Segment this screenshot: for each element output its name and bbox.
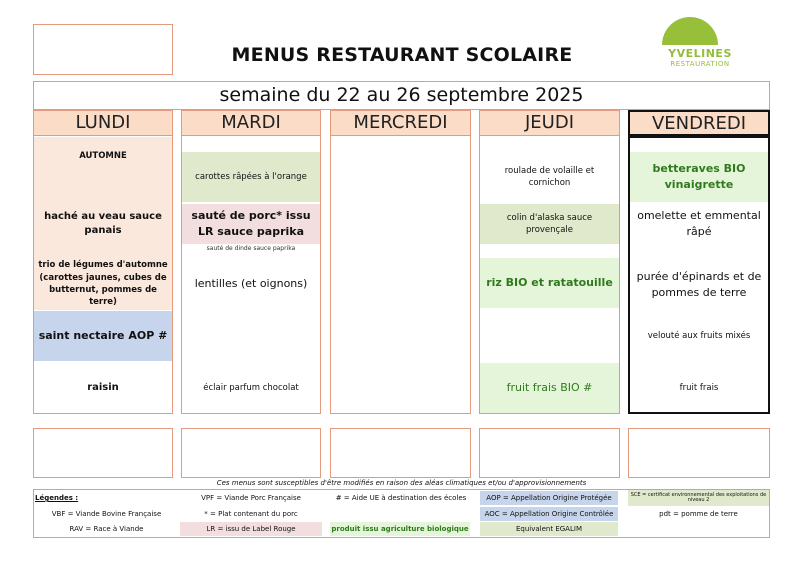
legend-bio: produit issu agriculture biologique bbox=[330, 522, 470, 536]
extra-cell-mercredi bbox=[330, 428, 471, 478]
legend-title: Légendes : bbox=[35, 494, 79, 502]
lundi-main: haché au veau sauce panais bbox=[44, 210, 162, 236]
jeudi-dessert: fruit frais BIO # bbox=[480, 363, 619, 413]
legend-aop: AOP = Appellation Origine Protégée bbox=[480, 491, 618, 505]
legend-aide: # = Aide UE à destination des écoles bbox=[335, 494, 467, 502]
logo-line2: RESTAURATION bbox=[670, 60, 730, 68]
legend-rav: RAV = Race à Viande bbox=[69, 525, 144, 533]
legend-lr: LR = issu de Label Rouge bbox=[180, 522, 322, 536]
header-empty-box bbox=[33, 24, 173, 75]
day-header-lundi: LUNDI bbox=[33, 110, 173, 136]
vendredi-side: purée d'épinards et de pommes de terre bbox=[636, 270, 762, 299]
yvelines-logo bbox=[640, 14, 760, 74]
lundi-dessert: raisin bbox=[87, 381, 119, 393]
day-header-vendredi: VENDREDI bbox=[628, 110, 770, 136]
day-header-mardi: MARDI bbox=[181, 110, 321, 136]
page-title: MENUS RESTAURANT SCOLAIRE bbox=[231, 44, 573, 66]
disclaimer-note: Ces menus sont susceptibles d'être modifiés en raison des aléas climatiques et/ou d'approvisionnements bbox=[216, 479, 587, 487]
legend-porc: * = Plat contenant du porc bbox=[204, 510, 298, 518]
mardi-main: sauté de porc* issu LR sauce paprika bbox=[182, 204, 320, 244]
extra-cell-vendredi bbox=[628, 428, 770, 478]
day-header-jeudi: JEUDI bbox=[479, 110, 620, 136]
mardi-starter: carottes râpées à l'orange bbox=[182, 152, 320, 202]
extra-cell-mardi bbox=[181, 428, 321, 478]
jeudi-main: colin d'alaska sauce provençale bbox=[480, 204, 619, 244]
jeudi-side: riz BIO et ratatouille bbox=[480, 258, 619, 308]
lundi-side: trio de légumes d'automne (carottes jaunes, cubes de butternut, pommes de terre) bbox=[38, 260, 168, 308]
extra-cell-lundi bbox=[33, 428, 173, 478]
legend-egalim: Equivalent EGALIM bbox=[480, 522, 618, 536]
legend-vbf: VBF = Viande Bovine Française bbox=[51, 510, 162, 518]
lundi-theme: AUTOMNE bbox=[79, 151, 127, 161]
mardi-dessert: éclair parfum chocolat bbox=[203, 382, 299, 393]
extra-cell-jeudi bbox=[479, 428, 620, 478]
vendredi-main: omelette et emmental râpé bbox=[637, 209, 761, 238]
day-header-mercredi: MERCREDI bbox=[330, 110, 471, 136]
legend-sce: SCE = certificat environnemental des exploitations de niveau 2 bbox=[628, 490, 769, 506]
legend-aoc: AOC = Appellation Origine Contrôlée bbox=[480, 507, 618, 521]
jeudi-starter: roulade de volaille et cornichon bbox=[504, 165, 595, 188]
mardi-alt-main: sauté de dinde sauce paprika bbox=[206, 244, 296, 252]
lundi-cheese: saint nectaire AOP # bbox=[34, 311, 172, 361]
vendredi-dairy: velouté aux fruits mixés bbox=[647, 330, 751, 341]
logo-line1: YVELINES bbox=[668, 47, 732, 60]
mardi-side: lentilles (et oignons) bbox=[194, 277, 308, 291]
legend-pdt: pdt = pomme de terre bbox=[659, 510, 738, 518]
vendredi-dessert: fruit frais bbox=[679, 382, 719, 393]
logo-dome-icon bbox=[662, 17, 718, 45]
week-label: semaine du 22 au 26 septembre 2025 bbox=[219, 84, 584, 106]
legend-vpf: VPF = Viande Porc Française bbox=[201, 494, 301, 502]
column-mercredi bbox=[330, 110, 471, 414]
vendredi-starter: betteraves BIO vinaigrette bbox=[630, 152, 768, 202]
